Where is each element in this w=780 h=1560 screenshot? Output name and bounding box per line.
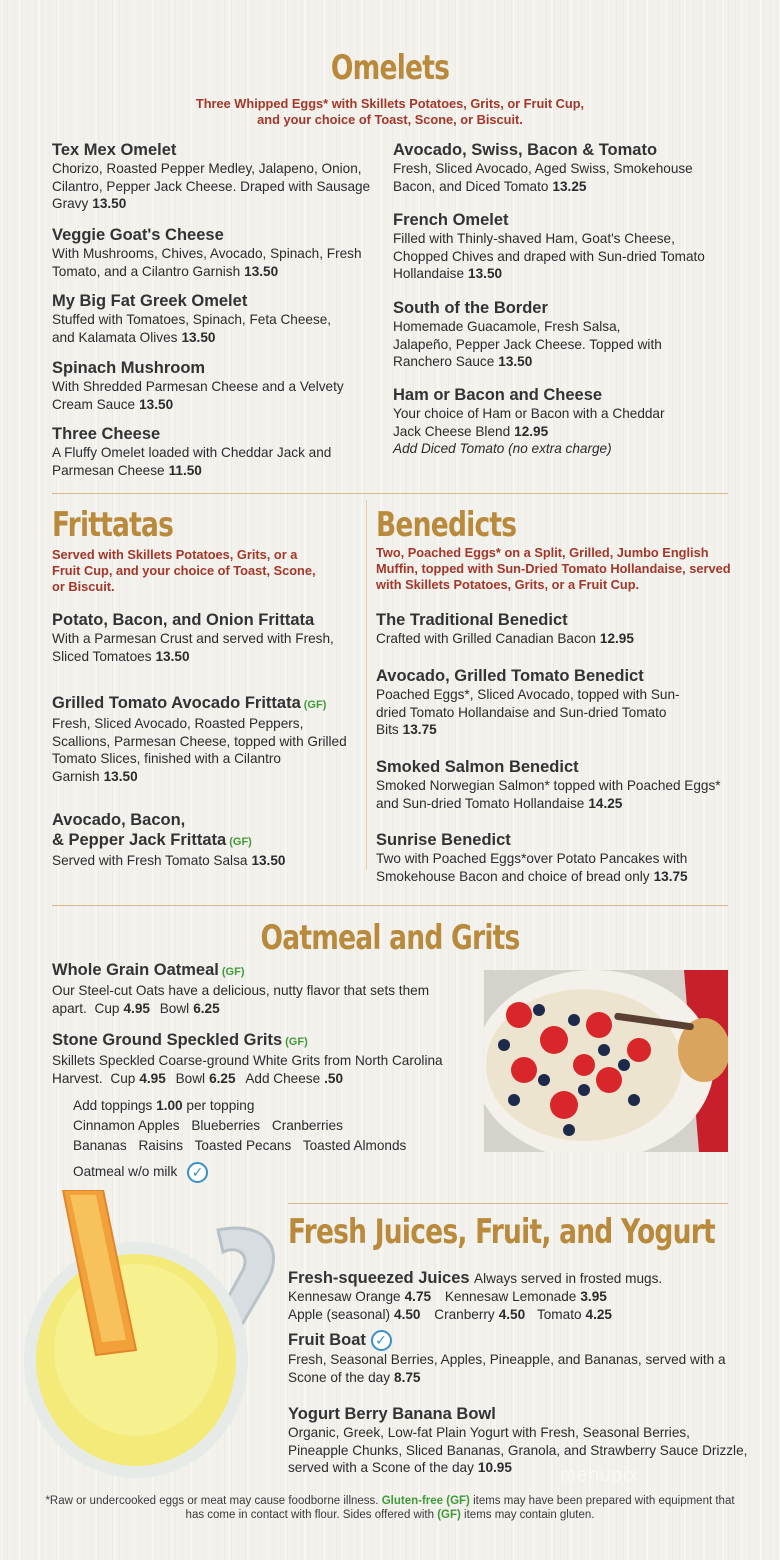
item-name: My Big Fat Greek Omelet — [52, 292, 248, 310]
item-name: Avocado, Bacon, — [52, 811, 186, 829]
item-desc: Fresh, Sliced Avocado, Roasted Peppers, Scallions, Parmesan Cheese, topped with Grilled Tomato Slices, finished with a Cilantro Garnish 13.50 — [52, 716, 347, 784]
item-price: 4.25 — [585, 1306, 612, 1322]
item-price: 13.75 — [653, 868, 688, 884]
no-milk-option — [73, 1162, 473, 1183]
item-desc: With Mushrooms, Chives, Avocado, Spinach, Fresh Tomato, and a Cilantro Garnish 13.50 — [52, 246, 362, 279]
menu-item — [393, 298, 668, 371]
menu-item — [52, 291, 352, 346]
item-price: 4.75 — [404, 1289, 432, 1304]
watermark: menupix — [560, 1465, 639, 1486]
item-desc: Filled with Thinly-shaved Ham, Goat's Cheese, Chopped Chives and draped with Sun-dried Tomato Hollandaise 13.50 — [393, 231, 705, 281]
item-desc: Our Steel-cut Oats have a delicious, nutty flavor that sets them apart. Cup 4.95 Bowl 6.25 — [52, 983, 430, 1016]
juice-mug-image — [18, 1190, 278, 1490]
item-price: 13.25 — [552, 178, 587, 194]
menu-item — [52, 1030, 472, 1087]
item-price: 13.75 — [402, 722, 437, 737]
item-price: 8.75 — [394, 1369, 421, 1385]
item-price: 14.25 — [588, 795, 623, 811]
toppings-row — [73, 1116, 473, 1136]
item-price: 13.50 — [139, 396, 174, 412]
menu-item — [52, 140, 372, 213]
juice-row: Apple (seasonal) 4.50 Cranberry 4.50 Tomato 4.25 — [288, 1306, 612, 1322]
gf-badge: (GF) — [221, 966, 245, 978]
item-desc: Fresh, Seasonal Berries, Apples, Pineapple, and Bananas, served with a Scone of the day 8.75 — [288, 1352, 726, 1385]
item-note: Add Diced Tomato (no extra charge) — [393, 441, 612, 456]
oatmeal-bowl-image — [484, 970, 728, 1152]
topping: Raisins — [138, 1138, 184, 1153]
item-name: French Omelet — [393, 211, 509, 229]
item-desc: Two with Poached Eggs*over Potato Pancakes with Smokehouse Bacon and choice of bread only 13.75 — [376, 851, 688, 884]
item-price: 12.95 — [514, 423, 549, 439]
item-name: Avocado, Grilled Tomato Benedict — [376, 667, 644, 685]
item-price: 4.50 — [498, 1306, 526, 1322]
juices-header — [288, 1268, 738, 1288]
gf-badge: (GF) — [303, 699, 327, 711]
item-price: 13.50 — [498, 354, 533, 369]
item-desc: Crafted with Grilled Canadian Bacon 12.95 — [376, 631, 634, 646]
item-price: 6.25 — [193, 1000, 220, 1016]
item-name: Veggie Goat's Cheese — [52, 226, 224, 244]
item-desc: Skillets Speckled Coarse-ground White Grits from North Carolina Harvest. Cup 4.95 Bowl 6.25 Add Cheese .50 — [52, 1053, 443, 1086]
item-name: Sunrise Benedict — [376, 831, 511, 849]
omelets-subtitle-line1: Three Whipped Eggs* with Skillets Potatoes, Grits, or Fruit Cup, — [195, 96, 585, 111]
topping: Cranberries — [271, 1118, 343, 1133]
menu-item — [52, 225, 370, 280]
item-price: 13.50 — [103, 768, 138, 784]
item-desc: Fresh, Sliced Avocado, Aged Swiss, Smokehouse Bacon, and Diced Tomato 13.25 — [393, 161, 693, 194]
item-price: 6.25 — [209, 1070, 236, 1086]
footer-disclaimer: *Raw or undercooked eggs or meat may cause foodborne illness. Gluten-free (GF) items may have been prepared with equipment that has come in contact with flour. Sides offered with (GF) items may contain gluten. — [45, 1495, 735, 1521]
item-name: Whole Grain Oatmeal (GF) — [52, 961, 245, 979]
menu-item-juices — [288, 1268, 738, 1323]
item-price: 11.50 — [168, 462, 202, 478]
oatmeal-title: Oatmeal and Grits — [260, 918, 520, 958]
item-price: .50 — [324, 1070, 344, 1086]
topping: Blueberries — [191, 1118, 261, 1133]
item-price: 4.50 — [394, 1306, 421, 1322]
item-desc: Served with Fresh Tomato Salsa 13.50 — [52, 853, 286, 868]
omelets-subtitle — [120, 96, 660, 128]
frittatas-title: Frittatas — [52, 505, 174, 545]
gf-label: Gluten-free (GF) — [381, 1495, 470, 1507]
toppings-header: Add toppings 1.00 per topping — [73, 1098, 255, 1113]
topping: Toasted Almonds — [302, 1138, 407, 1153]
omelets-title: Omelets — [330, 48, 450, 88]
item-name: Stone Ground Speckled Grits (GF) — [52, 1031, 308, 1049]
menu-item — [52, 693, 352, 785]
frittatas-subtitle: Served with Skillets Potatoes, Grits, or a Fruit Cup, and your choice of Toast, Scone, or Biscuit. — [52, 547, 316, 594]
menu-item — [52, 424, 352, 479]
item-price: 13.50 — [251, 853, 286, 868]
divider — [52, 493, 728, 494]
item-price: 4.95 — [123, 1000, 150, 1016]
juice-row: Kennesaw Orange 4.75 Kennesaw Lemonade 3.95 — [288, 1289, 607, 1304]
menu-item — [376, 830, 741, 885]
topping: Toasted Pecans — [194, 1138, 292, 1153]
item-desc: A Fluffy Omelet loaded with Cheddar Jack and Parmesan Cheese 11.50 — [52, 445, 332, 478]
menu-item — [52, 960, 462, 1017]
item-name: Three Cheese — [52, 425, 161, 443]
menu-item — [52, 610, 342, 665]
item-name: Yogurt Berry Banana Bowl — [288, 1405, 496, 1423]
menu-item — [376, 757, 736, 812]
gf-badge: (GF) — [285, 1036, 308, 1048]
item-desc: With Shredded Parmesan Cheese and a Velvety Cream Sauce 13.50 — [52, 379, 344, 412]
item-price: 4.95 — [139, 1070, 166, 1086]
menu-item-fruit-boat — [288, 1330, 728, 1386]
divider — [288, 1203, 728, 1204]
item-desc: Poached Eggs*, Sliced Avocado, topped with Sun-dried Tomato Hollandaise and Sun-dried Tomato Bits 13.75 — [376, 687, 680, 737]
topping: Bananas — [73, 1138, 127, 1153]
toppings — [73, 1096, 473, 1183]
item-price: 13.50 — [181, 329, 216, 345]
item-desc: Organic, Greek, Low-fat Plain Yogurt with Fresh, Seasonal Berries, Pineapple Chunks, Sliced Bananas, Granola, and Strawberry Sauce Drizzle, served with a Scone of the day 10.95 — [288, 1425, 748, 1475]
item-price: 13.50 — [468, 266, 503, 281]
check-icon: ✓ — [187, 1162, 208, 1183]
orange-juice-mug-icon — [18, 1190, 278, 1490]
item-desc: Chorizo, Roasted Pepper Medley, Jalapeno, Onion, Cilantro, Pepper Jack Cheese. Draped with Sausage Gravy 13.50 — [52, 161, 371, 211]
item-name: Spinach Mushroom — [52, 359, 206, 377]
item-desc: With a Parmesan Crust and served with Fresh, Sliced Tomatoes 13.50 — [52, 631, 334, 664]
item-name: Tex Mex Omelet — [52, 141, 177, 159]
omelets-subtitle-line2: and your choice of Toast, Scone, or Biscuit. — [257, 112, 523, 127]
menu-item — [52, 810, 352, 870]
item-note: Always served in frosted mugs. — [474, 1271, 663, 1286]
item-name: Fruit Boat ✓ — [288, 1330, 728, 1351]
item-name: Fresh-squeezed Juices — [288, 1269, 470, 1287]
menu-item-yogurt — [288, 1404, 753, 1477]
no-milk-label: Oatmeal w/o milk — [73, 1164, 178, 1180]
benedicts-title: Benedicts — [376, 505, 517, 545]
divider — [52, 905, 728, 906]
menu-item — [393, 140, 723, 195]
gf-label: (GF) — [437, 1509, 461, 1521]
juices-title: Fresh Juices, Fruit, and Yogurt — [288, 1212, 715, 1252]
item-name-line2: & Pepper Jack Frittata (GF) — [52, 831, 252, 849]
gf-badge: (GF) — [229, 836, 252, 848]
oatmeal-photo — [484, 970, 728, 1152]
item-name: The Traditional Benedict — [376, 611, 568, 629]
item-price: 13.50 — [92, 196, 127, 211]
item-name: Potato, Bacon, and Onion Frittata — [52, 611, 315, 629]
benedicts-subtitle: Two, Poached Eggs* on a Split, Grilled, Jumbo English Muffin, topped with Sun-Dried Tomato Hollandaise, served with Skillets Potatoes, Grits, or a Fruit Cup. — [376, 545, 731, 592]
menu-item — [393, 385, 693, 458]
item-price: 3.95 — [580, 1289, 607, 1304]
toppings-row — [73, 1136, 473, 1156]
check-icon: ✓ — [371, 1330, 392, 1351]
item-price: 12.95 — [599, 631, 634, 646]
item-name: Smoked Salmon Benedict — [376, 758, 579, 776]
item-price: 13.50 — [155, 648, 190, 664]
menu-item — [376, 666, 706, 739]
item-desc: Stuffed with Tomatoes, Spinach, Feta Cheese, and Kalamata Olives 13.50 — [52, 312, 332, 345]
item-desc: Smoked Norwegian Salmon* topped with Poached Eggs* and Sun-dried Tomato Hollandaise 14.25 — [376, 778, 721, 811]
column-divider — [366, 500, 367, 870]
item-name: Avocado, Swiss, Bacon & Tomato — [393, 141, 658, 159]
item-price: 10.95 — [477, 1460, 512, 1475]
menu-item — [393, 210, 723, 283]
item-desc: Homemade Guacamole, Fresh Salsa, Jalapeño, Pepper Jack Cheese. Topped with Ranchero Sauce 13.50 — [393, 319, 662, 369]
item-name: Grilled Tomato Avocado Frittata (GF) — [52, 694, 327, 712]
item-name: Ham or Bacon and Cheese — [393, 386, 603, 404]
menu-item — [52, 358, 352, 413]
item-price: 13.50 — [244, 263, 279, 279]
item-name: South of the Border — [393, 299, 548, 317]
topping: Cinnamon Apples — [73, 1118, 180, 1133]
menu-item — [376, 610, 736, 648]
item-desc: Your choice of Ham or Bacon with a Cheddar Jack Cheese Blend 12.95 — [393, 406, 665, 439]
